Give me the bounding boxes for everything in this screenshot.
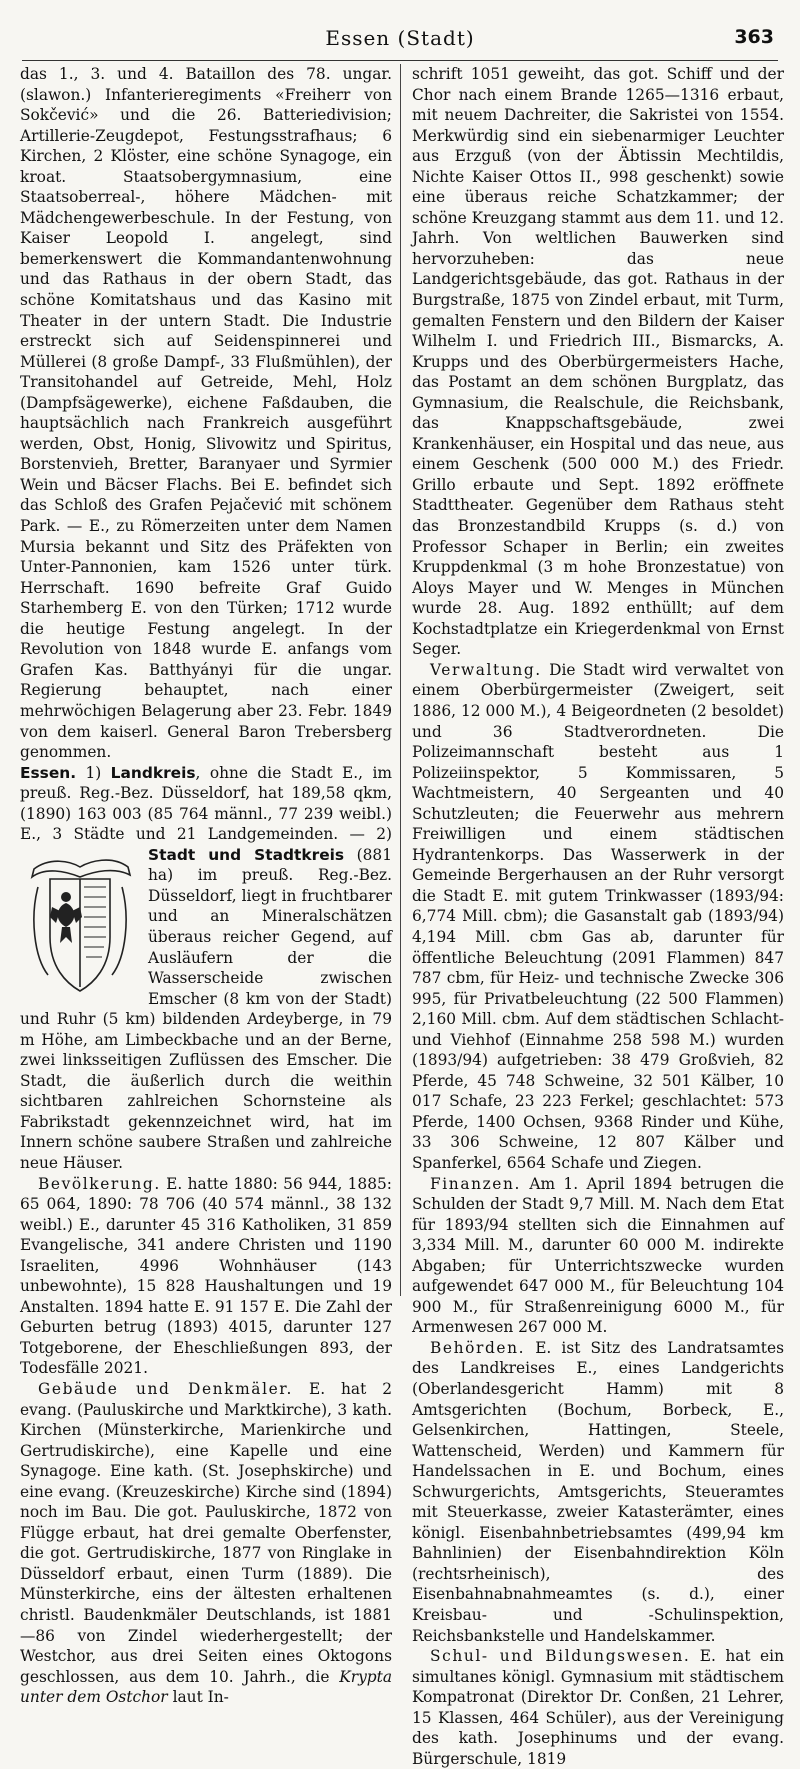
section-label-verwaltung: Verwaltung. [430, 660, 542, 679]
gebaeude-paragraph [20, 1379, 392, 1708]
header-rule [22, 60, 778, 61]
entry-text-part: 1) [76, 763, 111, 782]
gebaeude-text-end: laut In- [167, 1688, 229, 1707]
gebaeude-continuation-paragraph: schrift 1051 geweiht, das got. Schiff und der Chor nach einem Brande 1265—1316 erbaut, mit neuem Dachreiter, die Sakristei von 1554. Merkwürdig sind ein siebenarmiger Leuchter aus Erzguß (von der Äbtissin Mechtildis, Nichte Kaiser Ottos II., 998 geschenkt) sowie eine überaus reiche Schatzkammer; der schöne Kreuzgang stammt aus dem 11. und 12. Jahrh. Von weltlichen Bauwerken sind hervorzuheben: das neue Landgerichtsgebäude, das got. Rathaus in der Burgstraße, 1875 von Zindel erbaut, mit Turm, gemalten Fenstern und den Bildern der Kaiser Wilhelm I. und Friedrich III., Bismarcks, A. Krupps und des Oberbürgermeisters Hache, das Postamt an dem schönen Burgplatz, das Gymnasium, die Realschule, die Reichsbank, das Knappschaftsgebäude, zwei Krankenhäuser, ein Hospital und das neue, aus einem Geschenk (500 000 M.) des Friedr. Grillo erbaute und Sept. 1892 eröffnete Stadttheater. Gegenüber dem Rathaus steht das Bronzestandbild Krupps (s. d.) von Professor Schaper in Berlin; ein zweites Kruppdenkmal (3 m hohe Bronzestatue) von Aloys Mayer und W. Menges in München wurde 28. Aug. 1892 enthüllt; auf dem Kochstadtplatze ein Kriegerdenkmal von Ernst Seger. [412, 65, 784, 659]
stadtkreis-term: Stadt und Stadtkreis [148, 845, 345, 864]
column-divider [400, 64, 401, 1296]
running-head-title: Essen (Stadt) [325, 26, 475, 50]
section-label-gebaeude: Gebäude und Denkmäler. [38, 1380, 294, 1398]
section-label-schulwesen: Schul- und Bildungswesen. [430, 1647, 691, 1666]
bevoelkerung-text: E. hatte 1880: 56 944, 1885: 65 064, 1890: 78 706 (40 574 männl., 38 132 weibl.) E., darunter 45 316 Katholiken, 31 859 Evangelische, 341 andere Christen und 1190 Israeliten, 4996 Wohnhäuser (143 unbewohnte), 15 828 Haushaltungen und 19 Anstalten. 1894 hatte E. 91 157 E. Die Zahl der Geburten betrug (1893) 4015, darunter 127 Totgeborene, der Eheschließungen 893, der Todesfälle 2021. [20, 1174, 392, 1378]
page-header [0, 20, 800, 54]
behoerden-paragraph [412, 1338, 784, 1646]
section-label-bevoelkerung: Bevölkerung. [38, 1174, 161, 1193]
verwaltung-text: Die Stadt wird verwaltet von einem Oberbürgermeister (Zweigert, seit 1886, 12 000 M.), 4 Beigeordneten (2 besoldet) und 36 Stadtverordneten. Die Polizeimannschaft besteht aus 1 Polizeiinspektor, 5 Kommissaren, 5 Wachtmeistern, 40 Sergeanten und 40 Schutzleuten; die Feuerwehr aus mehrern Freiwilligen und einem städtischen Hydrantenkorps. Das Wasserwerk in der Gemeinde Bergerhausen an der Ruhr versorgt die Stadt E. mit gutem Trinkwasser (1893/94: 6,774 Mill. cbm); die Gasanstalt gab (1893/94) 4,194 Mill. cbm Gas ab, darunter für öffentliche Beleuchtung (2091 Flammen) 847 787 cbm, für Heiz- und technische Zwecke 306 995, für Privatbeleuchtung (22 500 Flammen) 2,160 Mill. cbm. Auf dem städtischen Schlacht- und Viehhof (Einnahme 258 598 M.) wurden (1893/94) aufgetrieben: 38 479 Großvieh, 82 Pferde, 45 748 Schweine, 32 501 Kälber, 10 017 Schafe, 23 223 Ferkel; geschlachtet: 573 Pferde, 1400 Ochsen, 9368 Rinder und Kühe, 33 306 Schweine, 12 807 Kälber und Spanferkel, 6564 Schafe und Ziegen. [412, 660, 784, 1172]
right-column [412, 64, 784, 1769]
coat-of-arms-icon [20, 847, 140, 997]
section-label-finanzen: Finanzen. [430, 1174, 522, 1193]
entry-text-part: , ohne die Stadt E., im preuß. Reg.-Bez. Düsseldorf, hat 189,58 qkm, (1890) 163 003 (85 764 männl., 77 239 weibl.) E., 3 Städte und 21 Landgemeinden. — 2) [20, 763, 392, 844]
finanzen-paragraph [412, 1174, 784, 1338]
essen-entry-paragraph [20, 763, 392, 1174]
osijek-continuation-paragraph: das 1., 3. und 4. Bataillon des 78. ungar. (slawon.) Infanterieregiments «Freiherr von Sokčević» und die 26. Batteriedivision; Artillerie-Zeugdepot, Festungsstrafhaus; 6 Kirchen, 2 Klöster, eine schöne Synagoge, ein kroat. Staatsobergymnasium, eine Staatsoberreal-, höhere Mädchen- mit Mädchengewerbeschule. In der Festung, von Kaiser Leopold I. angelegt, sind bemerkenswert die Kommandantenwohnung und das Rathaus in der obern Stadt, das schöne Komitatshaus und das Kasino mit Theater in der untern Stadt. Die Industrie erstreckt sich auf Seidenspinnerei und Müllerei (8 große Dampf-, 33 Flußmühlen), der Transitohandel auf Getreide, Mehl, Holz (Dampfsägewerke), eichene Faßdauben, die hauptsächlich nach Frankreich ausgeführt werden, Obst, Honig, Slivowitz und Spiritus, Borstenvieh, Bretter, Baranyaer und Syrmier Wein und Bäcser Flachs. Bei E. befindet sich das Schloß des Grafen Pejačević mit schönem Park. — E., zu Römerzeiten unter dem Namen Mursia bekannt und Sitz des Präfekten von Unter-Pannonien, kam 1526 unter türk. Herrschaft. 1690 befreite Graf Guido Starhemberg E. von den Türken; 1712 wurde die heutige Festung angelegt. In der Revolution von 1848 wurde E. anfangs vom Grafen Kas. Batthyányi für die ungar. Regierung behauptet, nach einer mehrwöchigen Belagerung aber 23. Febr. 1849 von dem kaiserl. General Baron Trebersberg genommen. [20, 65, 392, 762]
schulwesen-text: E. hat ein simultanes königl. Gymnasium mit städtischem Kompatronat (Direktor Dr. Conßen, 21 Lehrer, 15 Klassen, 464 Schüler), aus der Vereinigung des kath. Josephinums und der evang. Bürgerschule, 1819 [412, 1647, 784, 1768]
schulwesen-paragraph [412, 1646, 784, 1769]
finanzen-text: Am 1. April 1894 betrugen die Schulden der Stadt 9,7 Mill. M. Nach dem Etat für 1893/94 stellten sich die Einnahmen auf 3,334 Mill. M., darunter 60 000 M. indirekte Abgaben; für Unterrichtszwecke wurden aufgewendet 647 000 M., für Beleuchtung 104 900 M., für Straßenreinigung 6000 M., für Armenwesen 267 000 M. [412, 1174, 784, 1337]
gebaeude-text: E. hat 2 evang. (Pauluskirche und Marktkirche), 3 kath. Kirchen (Münsterkirche, Marienkirche und Gertrudiskirche), eine Kapelle und eine Synagoge. Eine kath. (St. Josephskirche) und eine evang. (Kreuzeskirche) Kirche sind (1894) noch im Bau. Die got. Pauluskirche, 1872 von Flügge erbaut, hat drei gemalte Oberfenster, die got. Gertrudiskirche, 1877 von Ringlake in Düsseldorf erbaut, einen Turm (1889). Die Münsterkirche, eins der ältesten erhaltenen christl. Baudenkmäler Deutschlands, ist 1881—86 von Zindel wiederhergestellt; der Westchor, aus drei Seiten eines Oktogons geschlossen, aus dem 10. Jahrh., die [20, 1380, 392, 1686]
behoerden-text: E. ist Sitz des Landratsamtes des Landkreises E., eines Landgerichts (Oberlandesgericht Hamm) mit 8 Amtsgerichten (Bochum, Borbeck, E., Gelsenkirchen, Hattingen, Steele, Wattenscheid, Werden) und Kammern für Handelssachen in E. und Bochum, eines Schwurgerichts, Amtsgerichts, Steueramtes mit Steuerkasse, zweier Katasterämter, eines königl. Eisenbahnbetriebsamtes (499,94 km Bahnlinien) der Eisenbahndirektion Köln (rechtsrheinisch), des Eisenbahnabnahmeamtes (s. d.), einer Kreisbau- und -Schulinspektion, Reichsbankstelle und Handelskammer. [412, 1338, 784, 1645]
krypta-italic: Krypta unter dem Ostchor [20, 1667, 392, 1707]
entry-text-part: (881 ha) im preuß. Reg.-Bez. Düsseldorf, liegt in fruchtbarer und an Mineralschätzen überaus reicher Gegend, auf Ausläufern der die Wasserscheide zwischen Emscher (8 km von der Stadt) und Ruhr (5 km) bildenden Ardeyberge, in 79 m Höhe, am Limbeckbache und an der Berne, zwei linksseitigen Zuflüssen des Emscher. Die Stadt, die äußerlich durch die weithin sichtbaren zahlreichen Schornsteine als Fabrikstadt gekennzeichnet wird, hat im Innern schöne saubere Straßen und zahlreiche neue Häuser. [20, 845, 392, 1172]
landkreis-term: Landkreis [110, 763, 196, 782]
entry-headword: Essen. [20, 763, 77, 782]
page-number: 363 [734, 26, 774, 48]
bevoelkerung-paragraph [20, 1174, 392, 1379]
section-label-behoerden: Behörden. [430, 1338, 526, 1357]
verwaltung-paragraph [412, 660, 784, 1174]
left-column [20, 64, 392, 1708]
